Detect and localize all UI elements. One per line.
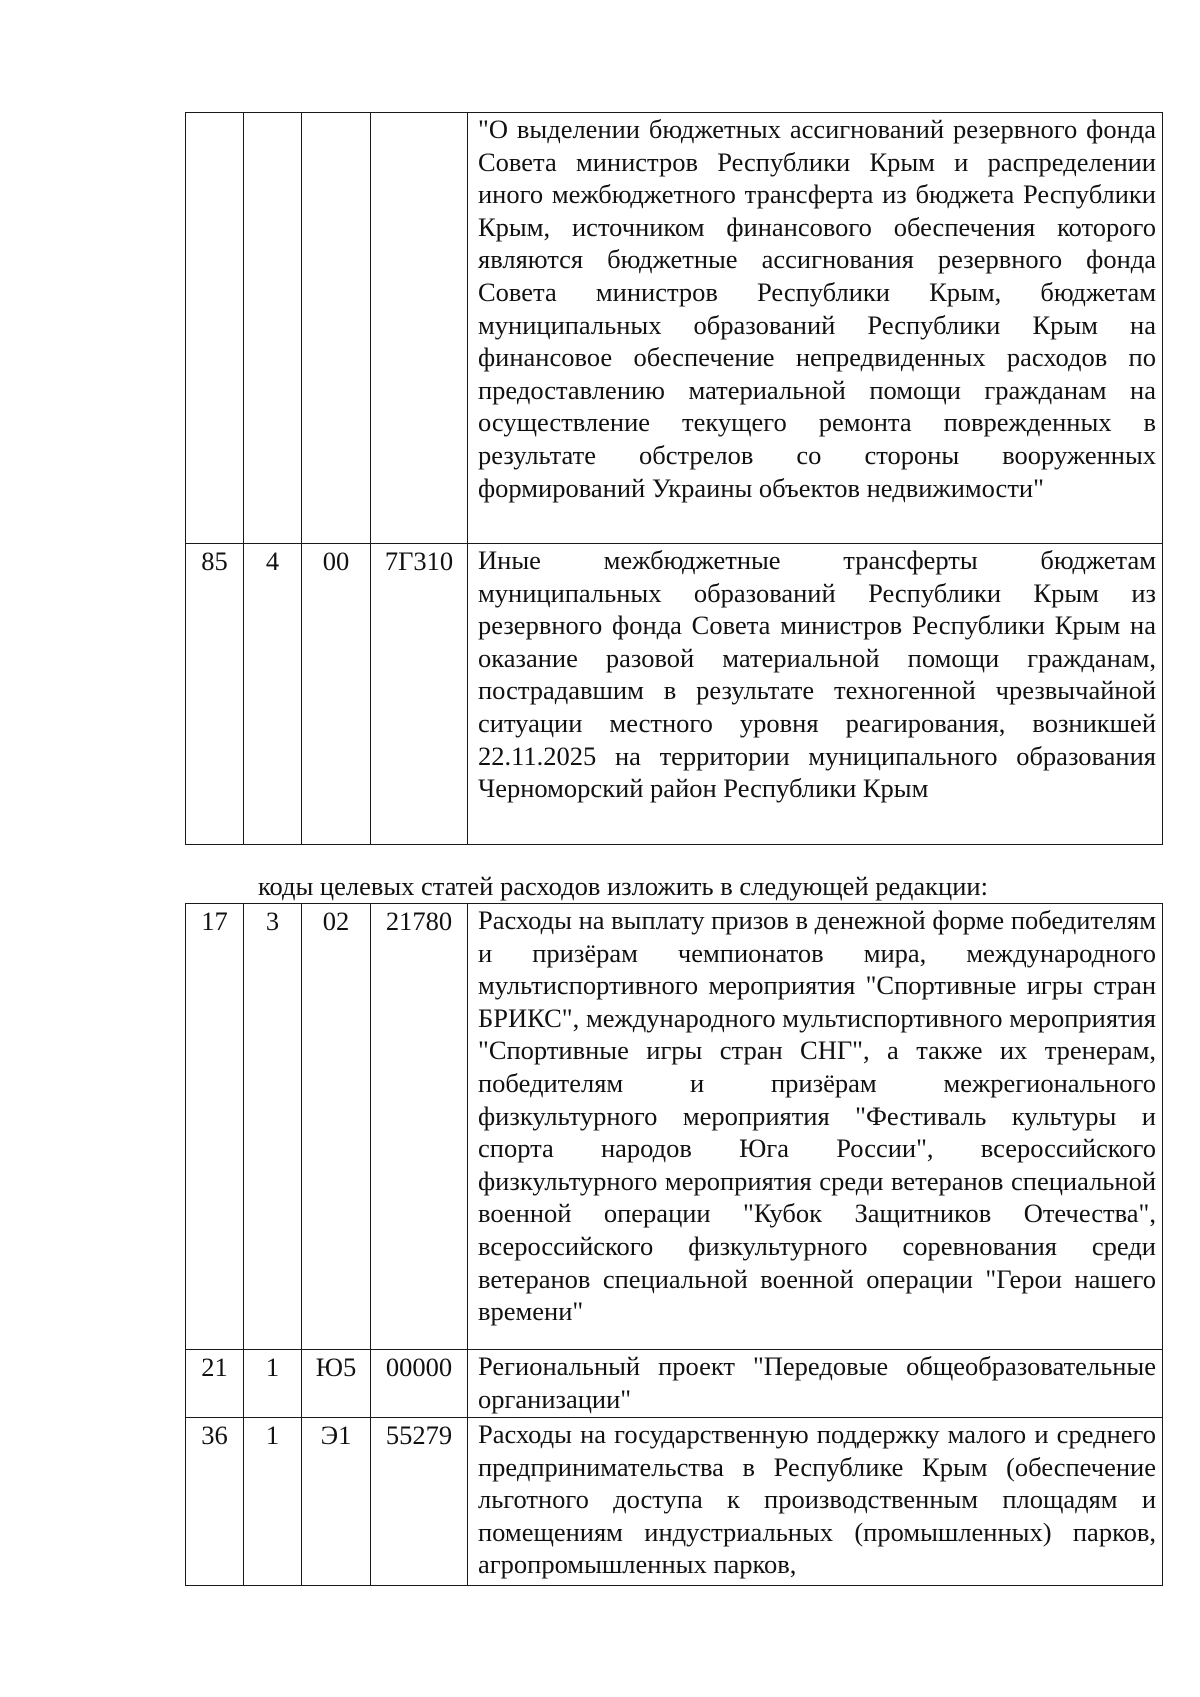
direction-code-cell <box>371 113 468 544</box>
expense-codes-table-2 <box>185 903 1163 1586</box>
section-code-cell: 85 <box>186 544 244 845</box>
program-code-cell: 1 <box>244 1418 302 1586</box>
table-row <box>186 113 1163 544</box>
description-cell <box>468 1350 1163 1418</box>
description-text: Региональный проект "Передовые общеобразовательные организации" <box>478 1351 1156 1414</box>
section-code-cell: 21 <box>186 1350 244 1418</box>
table-row <box>186 1418 1163 1586</box>
description-cell <box>468 544 1163 845</box>
table-row <box>186 544 1163 845</box>
program-code-cell <box>244 113 302 544</box>
direction-code-cell: 55279 <box>371 1418 468 1586</box>
subprogram-code-cell: 02 <box>302 904 371 1350</box>
table-row <box>186 904 1163 1350</box>
description-text: Расходы на государственную поддержку малого и среднего предпринимательства в Республике Крым (обеспечение льготного доступа к производственным площадям и помещениям индустриальных (промышленных) парков, агропромышленных парков, <box>478 1419 1156 1580</box>
section-code-cell: 17 <box>186 904 244 1350</box>
program-code-cell: 4 <box>244 544 302 845</box>
description-text: Расходы на выплату призов в денежной форме победителям и призёрам чемпионатов мира, международного мультиспортивного мероприятия "Спортивные игры стран БРИКС", международного мультиспортивного мероприятия "Спортивные игры стран СНГ", а также их тренерам, победителям и призёрам межрегионального физкультурного мероприятия "Фестиваль культуры и спорта народов Юга России", всероссийского физкультурного мероприятия среди ветеранов специальной военной операции "Кубок Защитников Отечества", всероссийского физкультурного соревнования среди ветеранов специальной военной операции "Герои нашего времени" <box>478 905 1156 1327</box>
direction-code-cell: 7Г310 <box>371 544 468 845</box>
expense-codes-table-1 <box>185 112 1163 845</box>
program-code-cell: 1 <box>244 1350 302 1418</box>
description-text: "О выделении бюджетных ассигнований резервного фонда Совета министров Республики Крым и распределении иного межбюджетного трансферта из бюджета Республики Крым, источником финансового обеспечения которого являются бюджетные ассигнования резервного фонда Совета министров Республики Крым, бюджетам муниципальных образований Республики Крым на финансовое обеспечение непредвиденных расходов по предоставлению материальной помощи гражданам на осуществление текущего ремонта поврежденных в результате обстрелов со стороны вооруженных формирований Украины объектов недвижимости" <box>478 114 1156 503</box>
section-code-cell <box>186 113 244 544</box>
program-code-cell: 3 <box>244 904 302 1350</box>
subprogram-code-cell: 00 <box>302 544 371 845</box>
subprogram-code-cell <box>302 113 371 544</box>
description-cell <box>468 113 1163 544</box>
direction-code-cell: 00000 <box>371 1350 468 1418</box>
section-code-cell: 36 <box>186 1418 244 1586</box>
description-cell <box>468 1418 1163 1586</box>
description-text: Иные межбюджетные трансферты бюджетам муниципальных образований Республики Крым из резервного фонда Совета министров Республики Крым на оказание разовой материальной помощи гражданам, пострадавшим в результате техногенной чрезвычайной ситуации местного уровня реагирования, возникшей 22.11.2025 на территории муниципального образования Черноморский район Республики Крым <box>478 545 1156 804</box>
subprogram-code-cell: Э1 <box>302 1418 371 1586</box>
description-cell <box>468 904 1163 1350</box>
direction-code-cell: 21780 <box>371 904 468 1350</box>
table-row <box>186 1350 1163 1418</box>
caption-text: коды целевых статей расходов изложить в следующей редакции: <box>258 871 988 901</box>
subprogram-code-cell: Ю5 <box>302 1350 371 1418</box>
